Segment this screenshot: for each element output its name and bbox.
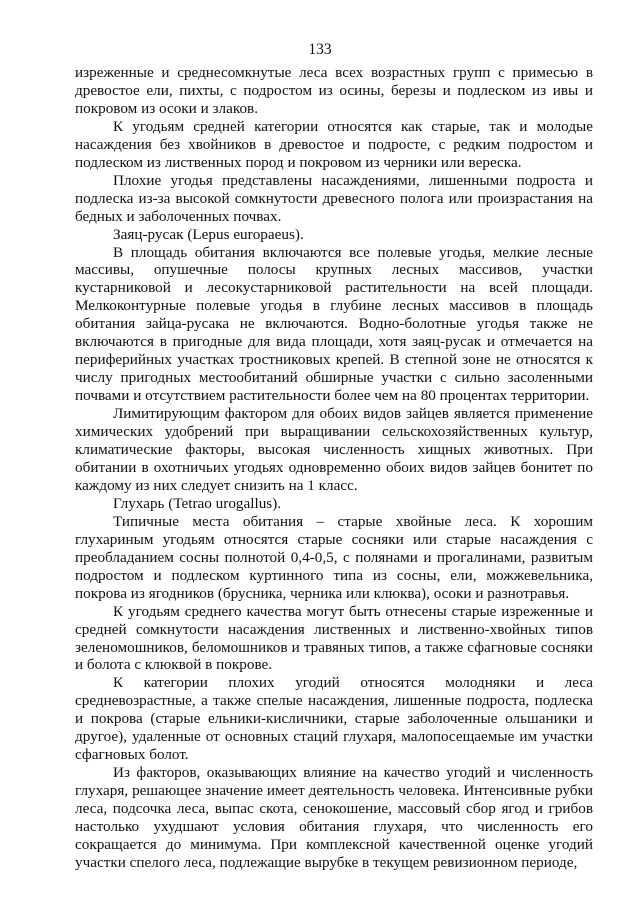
paragraph-poor-habitats: Плохие угодья представлены насаждениями, лишенными подроста и подлеска из-за высокой сомкнутости древесного полога или произрастания на бедных и заболоченных почвах. — [75, 171, 593, 225]
species-heading-capercaillie: Глухарь (Tetrao urogallus). — [113, 494, 282, 512]
paragraph-medium-category: К угодьям средней категории относятся как старые, так и молодые насаждения без хвойников в древостое и подросте, с редким подростом и подлеском из лиственных пород и покровом из черники или вереска. — [75, 117, 593, 171]
paragraph-capercaillie-typical-habitat: Типичные места обитания – старые хвойные леса. К хорошим глухариным угодьям относятся старые сосняки или старые насаждения с преобладанием сосны полнотой 0,4-0,5, с полянами и прогалинами, развитым подростом и подлеском куртинного типа из сосны, ели, можжевельника, покрова из ягодников (брусника, черника или клюква), осоки и разнотравья. — [75, 512, 593, 602]
page-number: 133 — [308, 41, 332, 58]
body-text — [75, 64, 593, 872]
paragraph-forest-quality-continued: изреженные и среднесомкнутые леса всех возрастных групп с примесью в древостое ели, пихты, с подростом из осины, березы и подлеском из ивы и покровом из осоки и злаков. — [75, 64, 593, 117]
species-heading-brown-hare: Заяц-русак (Lepus europaeus). — [113, 225, 304, 243]
paragraph-capercaillie-medium-quality: К угодьям среднего качества могут быть отнесены старые изреженные и средней сомкнутости насаждения лиственных и лиственно-хвойных типов зеленомошников, беломошников и травяных типов, а также сфагновые сосняки и болота с клюквой в покрове. — [75, 602, 593, 674]
paragraph-hare-habitat-area: В площадь обитания включаются все полевые угодья, мелкие лесные массивы, опушечные полосы крупных лесных массивов, участки кустарниковой и лесокустарниковой растительности на всей площади. Мелкоконтурные полевые угодья в глубине лесных массивов в площадь обитания зайца-русака не включаются. Водно-болотные угодья также не включаются в пригодные для вида площади, хотя заяц-русак и отмечается на периферийных участках тростниковых крепей. В степной зоне не относятся к числу пригодных местообитаний обширные участки с сильно засоленными почвами и отсутствием растительности более чем на 80 процентах территории. — [75, 243, 593, 405]
paragraph-capercaillie-poor-category: К категории плохих угодий относятся молодняки и леса средневозрастные, а также спелые насаждения, лишенные подроста, подлеска и покрова (старые ельники-кисличники, старые заболоченные ольшаники и другое), удаленные от основных стаций глухаря, малопосещаемые им участки сфагновых болот. — [75, 674, 593, 764]
paragraph-hare-limiting-factors: Лимитирующим фактором для обоих видов зайцев является применение химических удобрений при выращивании сельскохозяйственных культур, климатические факторы, высокая численность хищных животных. При обитании в охотничьих угодьях одновременно обоих видов зайцев бонитет по каждому из них следует снизить на 1 класс. — [75, 405, 593, 494]
paragraph-capercaillie-human-factors: Из факторов, оказывающих влияние на качество угодий и численность глухаря, решающее значение имеет деятельность человека. Интенсивные рубки леса, подсочка леса, выпас скота, сенокошение, массовый сбор ягод и грибов настолько ухудшают условия обитания глухаря, что численность его сокращается до минимума. При комплексной качественной оценке угодий участки спелого леса, подлежащие вырубке в текущем ревизионном периоде, — [75, 764, 593, 871]
